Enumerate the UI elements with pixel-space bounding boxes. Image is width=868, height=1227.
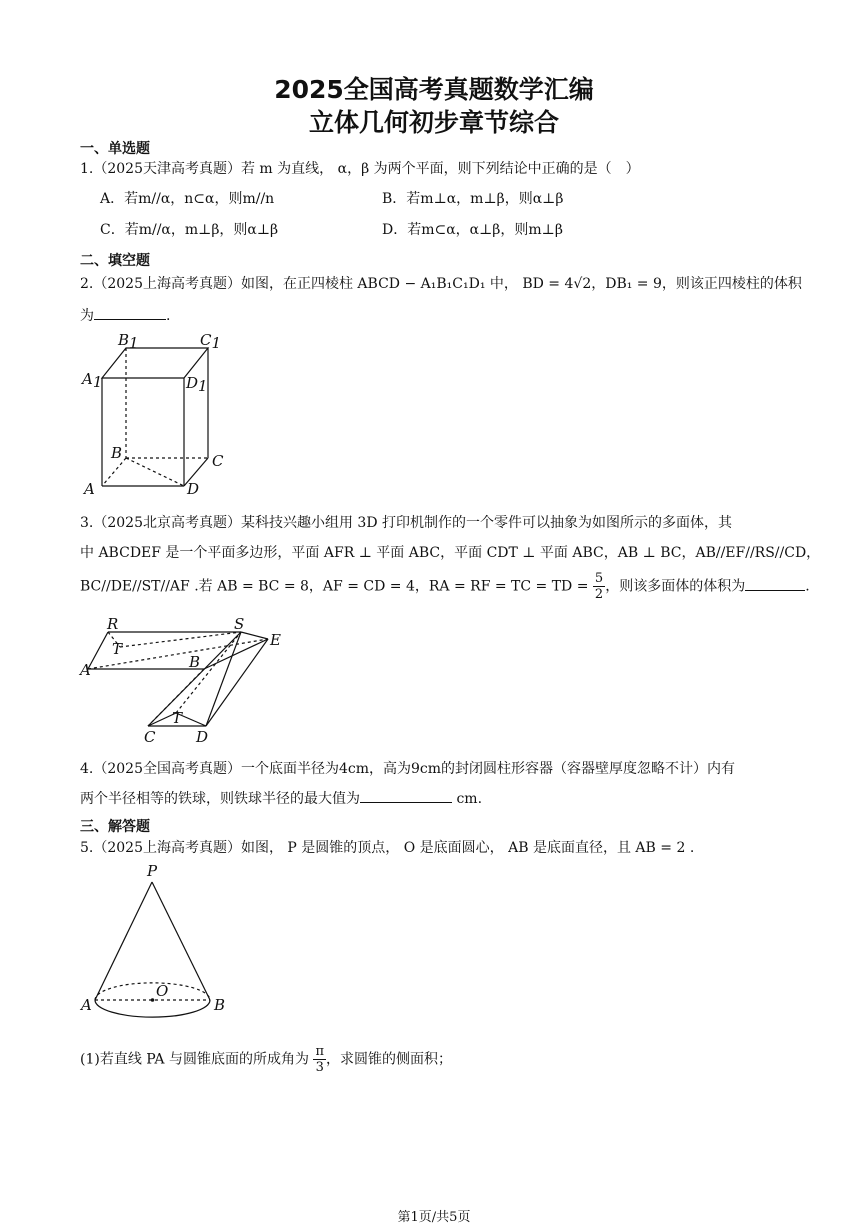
question-1-option-c[interactable]: C．若m//α，m⊥β，则α⊥β [100,222,279,238]
label-b-poly: B [189,653,201,671]
label-t-lower: T [172,709,183,727]
question-1-option-b[interactable]: B．若m⊥α，m⊥β，则α⊥β [382,191,564,207]
answer-blank-q2[interactable] [94,305,166,320]
question-2-stem: 2.（2025上海高考真题）如图，在正四棱柱 ABCD − A₁B₁C₁D₁ 中， BD = 4√2，DB₁ = 9，则该正四棱柱的体积 [80,276,802,292]
label-r: R [107,615,119,633]
label-o: O [156,982,169,1000]
prism-figure [80,328,240,498]
page-footer: 第1页/共5页 [397,1210,471,1225]
question-3-line-2: 中 ABCDEF 是一个平面多边形，平面 AFR ⊥ 平面 ABC，平面 CDT ⊥ 平面 ABC，AB ⊥ BC，AB//EF//RS//CD， [80,545,821,561]
fraction-pi-over-three: $\frac{\pi}{3}$ [315,1044,324,1075]
question-4-line-2-prefix: 两个半径相等的铁球，则铁球半径的最大值为 [80,791,360,807]
label-d-poly: D [196,728,209,746]
question-5-sub-1 [80,1044,452,1075]
question-3-line-3-suffix: ，则该多面体的体积为 [605,578,746,595]
label-a-poly: A [80,661,91,679]
label-t-upper: T [112,640,123,658]
answer-blank-q4[interactable] [360,788,452,803]
question-1-stem: 1.（2025天津高考真题）若 m 为直线， α，β 为两个平面，则下列结论中正确的是（ ） [80,161,640,177]
question-3-line-3-prefix: BC//DE//ST//AF .若 AB = BC = 8，AF = CD = 4，RA = RF = TC = TD = [80,578,589,595]
question-2-tail-suffix: . [166,308,171,324]
section-heading-fill-blank: 二、填空题 [80,253,150,269]
question-1-option-d[interactable]: D．若m⊂α，α⊥β，则m⊥β [382,222,563,238]
cone-figure [80,862,240,1032]
label-b1: B1 [118,331,139,352]
question-1-option-a[interactable]: A．若m//α，n⊂α，则m//n [100,191,275,207]
section-heading-single-choice: 一、单选题 [80,141,150,157]
label-b-cone: B [214,996,226,1014]
title-line-1: 2025全国高考真题数学汇编 [274,75,594,104]
label-d: D [187,480,200,498]
fraction-five-halves: $\frac{5}{2}$ [594,571,604,602]
question-3-line-3 [80,571,810,602]
polyhedron-figure [80,615,300,745]
title-line-2: 立体几何初步章节综合 [308,108,559,137]
question-5-sub-1-suffix: ，求圆锥的侧面积； [325,1051,452,1068]
label-d1: D1 [186,374,208,395]
question-2-tail-prefix: 为 [80,308,94,324]
label-c-poly: C [144,728,156,746]
label-a1: A1 [82,370,103,391]
question-5-sub-1-prefix: (1)若直线 PA 与圆锥底面的所成角为 [80,1051,309,1068]
question-3-line-3-end: . [805,578,810,595]
answer-blank-q3[interactable] [745,576,805,591]
question-4-line-1: 4.（2025全国高考真题）一个底面半径为4cm，高为9cm的封闭圆柱形容器（容器壁厚度忽略不计）内有 [80,761,736,777]
label-b: B [111,444,123,462]
label-p: P [147,862,158,880]
question-2-tail [80,305,170,325]
question-3-line-1: 3.（2025北京高考真题）某科技兴趣小组用 3D 打印机制作的一个零件可以抽象为如图所示的多面体，其 [80,515,733,531]
label-s: S [234,615,245,633]
question-5-stem: 5.（2025上海高考真题）如图， P 是圆锥的顶点， O 是底面圆心， AB 是底面直径，且 AB = 2 . [80,840,695,856]
label-c1: C1 [200,331,222,352]
label-a: A [84,480,95,498]
label-c: C [212,452,224,470]
question-4-line-2 [80,788,482,808]
label-e: E [270,631,281,649]
question-4-unit: cm. [456,791,483,807]
section-heading-solution: 三、解答题 [80,819,150,835]
label-a-cone: A [81,996,92,1014]
